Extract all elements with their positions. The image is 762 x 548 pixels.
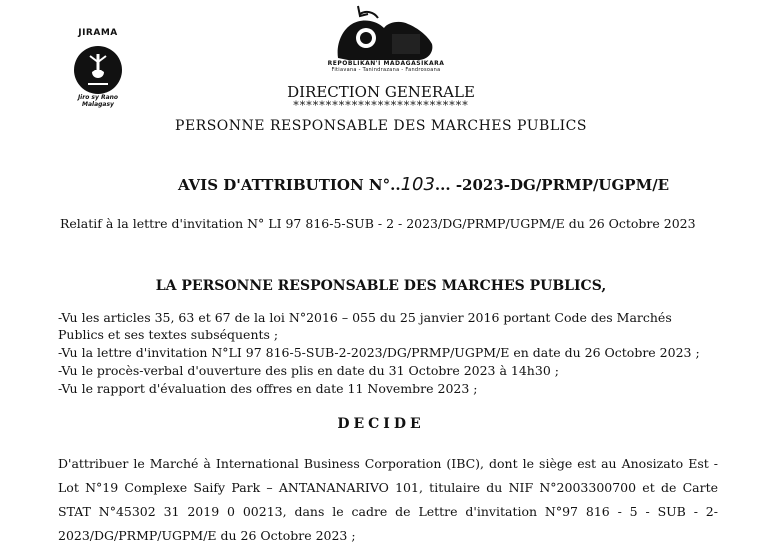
relatif-line: Relatif à la lettre d'invitation N° LI 97 816-5-SUB - 2 - 2023/DG/PRMP/UGPM/E du 26 Octobre 2023 xyxy=(60,216,696,231)
prmp-title: LA PERSONNE RESPONSABLE DES MARCHES PUBLICS, xyxy=(155,278,607,294)
vu-item-1: -Vu les articles 35, 63 et 67 de la loi N°2016 – 055 du 25 janvier 2016 portant Code des Marchés Publics et ses textes subséquents ; xyxy=(58,310,672,342)
avis-suffix: -2023-DG/PRMP/UGPM/E xyxy=(455,176,670,194)
direction-heading: DIRECTION GENERALE xyxy=(287,83,475,101)
vu-item-2: -Vu la lettre d'invitation N°LI 97 816-5-SUB-2-2023/DG/PRMP/UGPM/E en date du 26 Octobre 2023 ; xyxy=(58,345,700,360)
avis-dots-2: ... xyxy=(434,176,456,194)
decision-paragraph: D'attribuer le Marché à International Business Corporation (IBC), dont le siège est au Anosizato Est - Lot N°19 Complexe Saify Park – ANTANANARIVO 101, titulaire du NIF N°2003300700 et de Carte STAT N°45302 31 2019 0 00213, dans le cadre de Lettre d'invitation N°97 816 - 5 - SUB - 2-2023/DG/PRMP/UGPM/E du 26 Octobre 2023 ; xyxy=(58,456,718,543)
avis-title xyxy=(178,174,669,195)
madagascar-seal-block xyxy=(304,4,468,76)
madagascar-seal-title: REPOBLIKAN'I MADAGASIKARA xyxy=(327,60,445,67)
decide-heading: DECIDE xyxy=(337,416,425,432)
avis-dots-1: .. xyxy=(390,176,401,194)
madagascar-seal-motto: Fitiavana - Tanindrazana - Fandrosoana xyxy=(331,67,441,73)
jirama-logo-title: JIRAMA xyxy=(78,28,118,38)
madagascar-seal-icon xyxy=(328,4,438,62)
prmp-heading: PERSONNE RESPONSABLE DES MARCHES PUBLICS xyxy=(175,118,587,134)
avis-prefix: AVIS D'ATTRIBUTION N° xyxy=(178,176,391,194)
vu-item-3: -Vu le procès-verbal d'ouverture des plis en date du 31 Octobre 2023 à 14h30 ; xyxy=(58,363,559,378)
vu-item-4: -Vu le rapport d'évaluation des offres en date 11 Novembre 2023 ; xyxy=(58,381,478,396)
avis-number-handwritten: 103 xyxy=(400,174,435,195)
stars-divider: *************************** xyxy=(293,99,469,112)
jirama-logo-motto: Jiro sy Rano Malagasy xyxy=(77,94,119,108)
